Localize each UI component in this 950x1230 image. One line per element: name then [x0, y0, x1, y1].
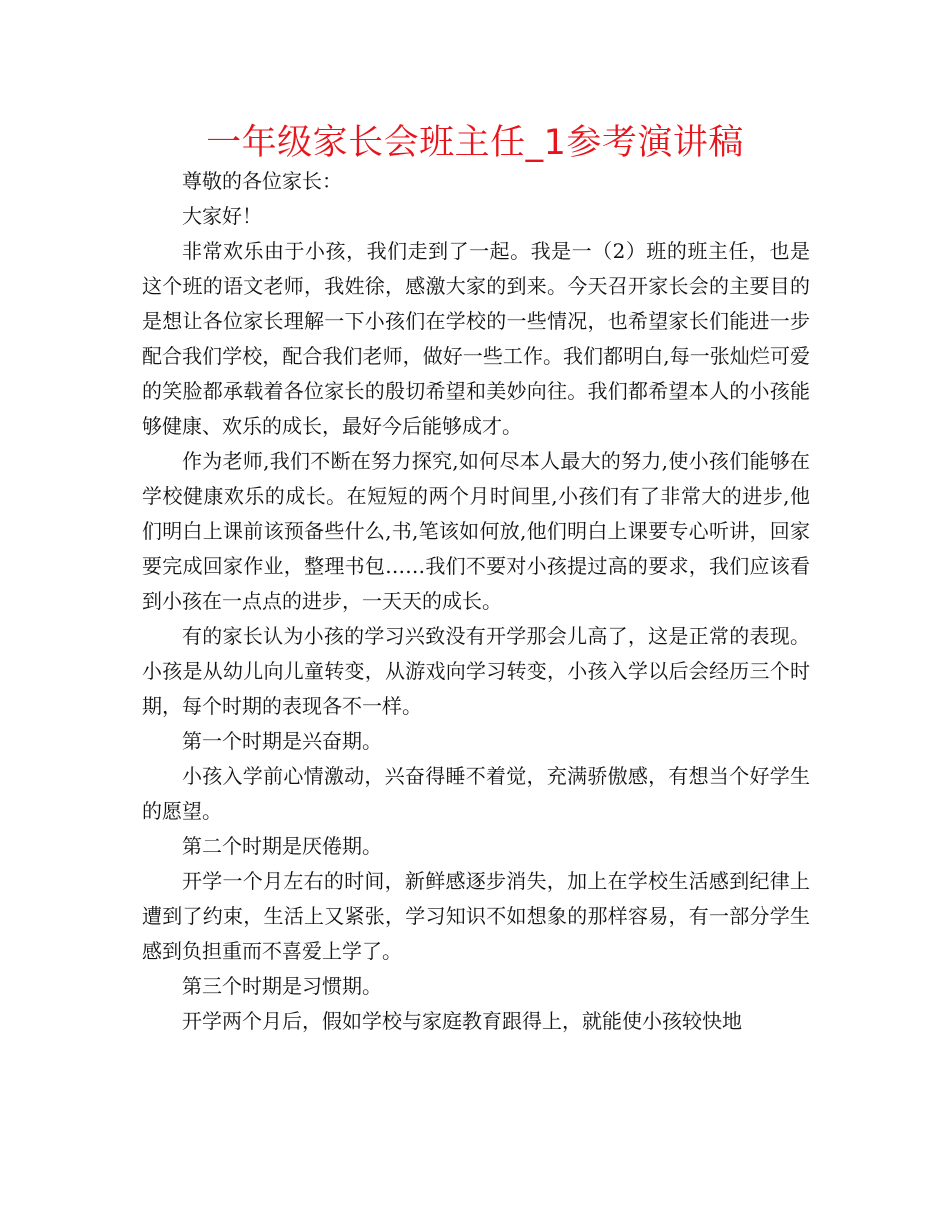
- document-body: [142, 164, 810, 1039]
- stage-two-heading: 第二个时期是厌倦期。: [182, 834, 382, 858]
- stage-three-heading: 第三个时期是习惯期。: [182, 974, 382, 998]
- stage-three-text: 开学两个月后，假如学校与家庭教育跟得上，就能使小孩较快地: [182, 1009, 742, 1033]
- document-title: 一年级家长会班主任_1参考演讲稿: [206, 123, 744, 163]
- salutation: 尊敬的各位家长：: [182, 169, 342, 193]
- paragraph-teacher-efforts: 作为老师,我们不断在努力探究,如何尽本人最大的努力,使小孩们能够在学校健康欢乐的成长。在短短的两个月时间里,小孩们有了非常大的进步,他们明白上课前该预备些什么,书,笔该如何放,他们明白上课要专心听讲，回家要完成回家作业，整理书包……我们不要对小孩提过高的要求，我们应该看到小孩在一点点的进步，一天天的成长。: [142, 449, 810, 613]
- stage-two-text: 开学一个月左右的时间，新鲜感逐步消失，加上在学校生活感到纪律上遭到了约束，生活上又紧张，学习知识不如想象的那样容易，有一部分学生感到负担重而不喜爱上学了。: [142, 869, 810, 963]
- stage-one-text: 小孩入学前心情激动，兴奋得睡不着觉，充满骄傲感，有想当个好学生的愿望。: [142, 764, 810, 823]
- paragraph-interest: 有的家长认为小孩的学习兴致没有开学那会儿高了，这是正常的表现。小孩是从幼儿向儿童转变，从游戏向学习转变，小孩入学以后会经历三个时期，每个时期的表现各不一样。: [142, 624, 810, 718]
- paragraph-intro: 非常欢乐由于小孩，我们走到了一起。我是一（2）班的班主任，也是这个班的语文老师，我姓徐，感激大家的到来。今天召开家长会的主要目的是想让各位家长理解一下小孩们在学校的一些情况，也希望家长们能进一步配合我们学校，配合我们老师，做好一些工作。我们都明白,每一张灿烂可爱的笑脸都承载着各位家长的殷切希望和美妙向往。我们都希望本人的小孩能够健康、欢乐的成长，最好今后能够成才。: [142, 239, 810, 438]
- greeting: 大家好！: [182, 204, 262, 228]
- stage-one-heading: 第一个时期是兴奋期。: [182, 729, 382, 753]
